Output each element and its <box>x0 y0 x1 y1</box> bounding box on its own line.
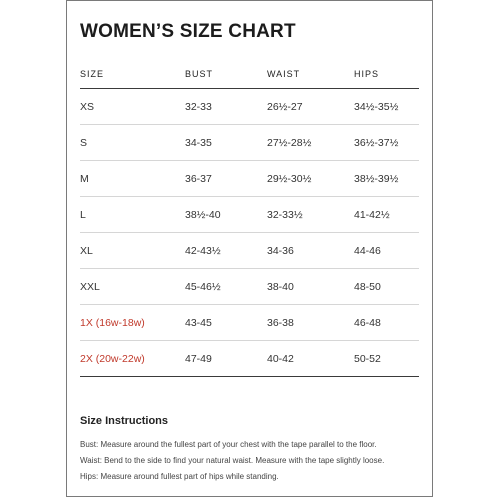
bust-cell: 45-46½ <box>185 280 221 293</box>
size-chart-card <box>66 0 433 497</box>
size-cell: XL <box>80 244 93 257</box>
size-cell: M <box>80 172 89 185</box>
plus-size-cell: 2X (20w-22w) <box>80 352 145 365</box>
bust-cell: 43-45 <box>185 316 212 329</box>
hips-cell: 34½-35½ <box>354 100 399 113</box>
waist-cell: 38-40 <box>267 280 294 293</box>
page-title: WOMEN’S SIZE CHART <box>80 21 296 42</box>
size-table <box>80 59 419 377</box>
column-header-bust: BUST <box>185 68 214 79</box>
column-header-hips: HIPS <box>354 68 380 79</box>
hips-cell: 38½-39½ <box>354 172 399 185</box>
hips-cell: 46-48 <box>354 316 381 329</box>
plus-size-cell: 1X (16w-18w) <box>80 316 145 329</box>
waist-cell: 27½-28½ <box>267 136 312 149</box>
waist-cell: 26½-27 <box>267 100 303 113</box>
waist-cell: 32-33½ <box>267 208 303 221</box>
waist-cell: 34-36 <box>267 244 294 257</box>
bust-cell: 42-43½ <box>185 244 221 257</box>
instruction-bust: Bust: Measure around the fullest part of your chest with the tape parallel to the floor. <box>80 440 377 449</box>
table-row <box>80 305 419 341</box>
table-row <box>80 125 419 161</box>
table-row <box>80 89 419 125</box>
waist-cell: 29½-30½ <box>267 172 312 185</box>
table-row <box>80 197 419 233</box>
hips-cell: 48-50 <box>354 280 381 293</box>
table-row <box>80 269 419 305</box>
size-cell: XXL <box>80 280 100 293</box>
table-row <box>80 161 419 197</box>
size-instructions <box>80 415 425 485</box>
column-header-size: SIZE <box>80 68 105 79</box>
waist-cell: 40-42 <box>267 352 294 365</box>
table-header-row <box>80 59 419 89</box>
bust-cell: 47-49 <box>185 352 212 365</box>
size-cell: XS <box>80 100 95 113</box>
size-cell: S <box>80 136 88 149</box>
column-header-waist: WAIST <box>267 68 301 79</box>
hips-cell: 44-46 <box>354 244 381 257</box>
instruction-waist: Waist: Bend to the side to find your natural waist. Measure with the tape slightly loose. <box>80 456 385 465</box>
hips-cell: 41-42½ <box>354 208 390 221</box>
bust-cell: 32-33 <box>185 100 212 113</box>
hips-cell: 50-52 <box>354 352 381 365</box>
instruction-hips: Hips: Measure around fullest part of hips while standing. <box>80 472 279 481</box>
waist-cell: 36-38 <box>267 316 294 329</box>
instructions-title: Size Instructions <box>80 415 169 427</box>
table-row <box>80 341 419 377</box>
bust-cell: 34-35 <box>185 136 212 149</box>
bust-cell: 36-37 <box>185 172 212 185</box>
hips-cell: 36½-37½ <box>354 136 399 149</box>
table-row <box>80 233 419 269</box>
bust-cell: 38½-40 <box>185 208 221 221</box>
size-cell: L <box>80 208 86 221</box>
